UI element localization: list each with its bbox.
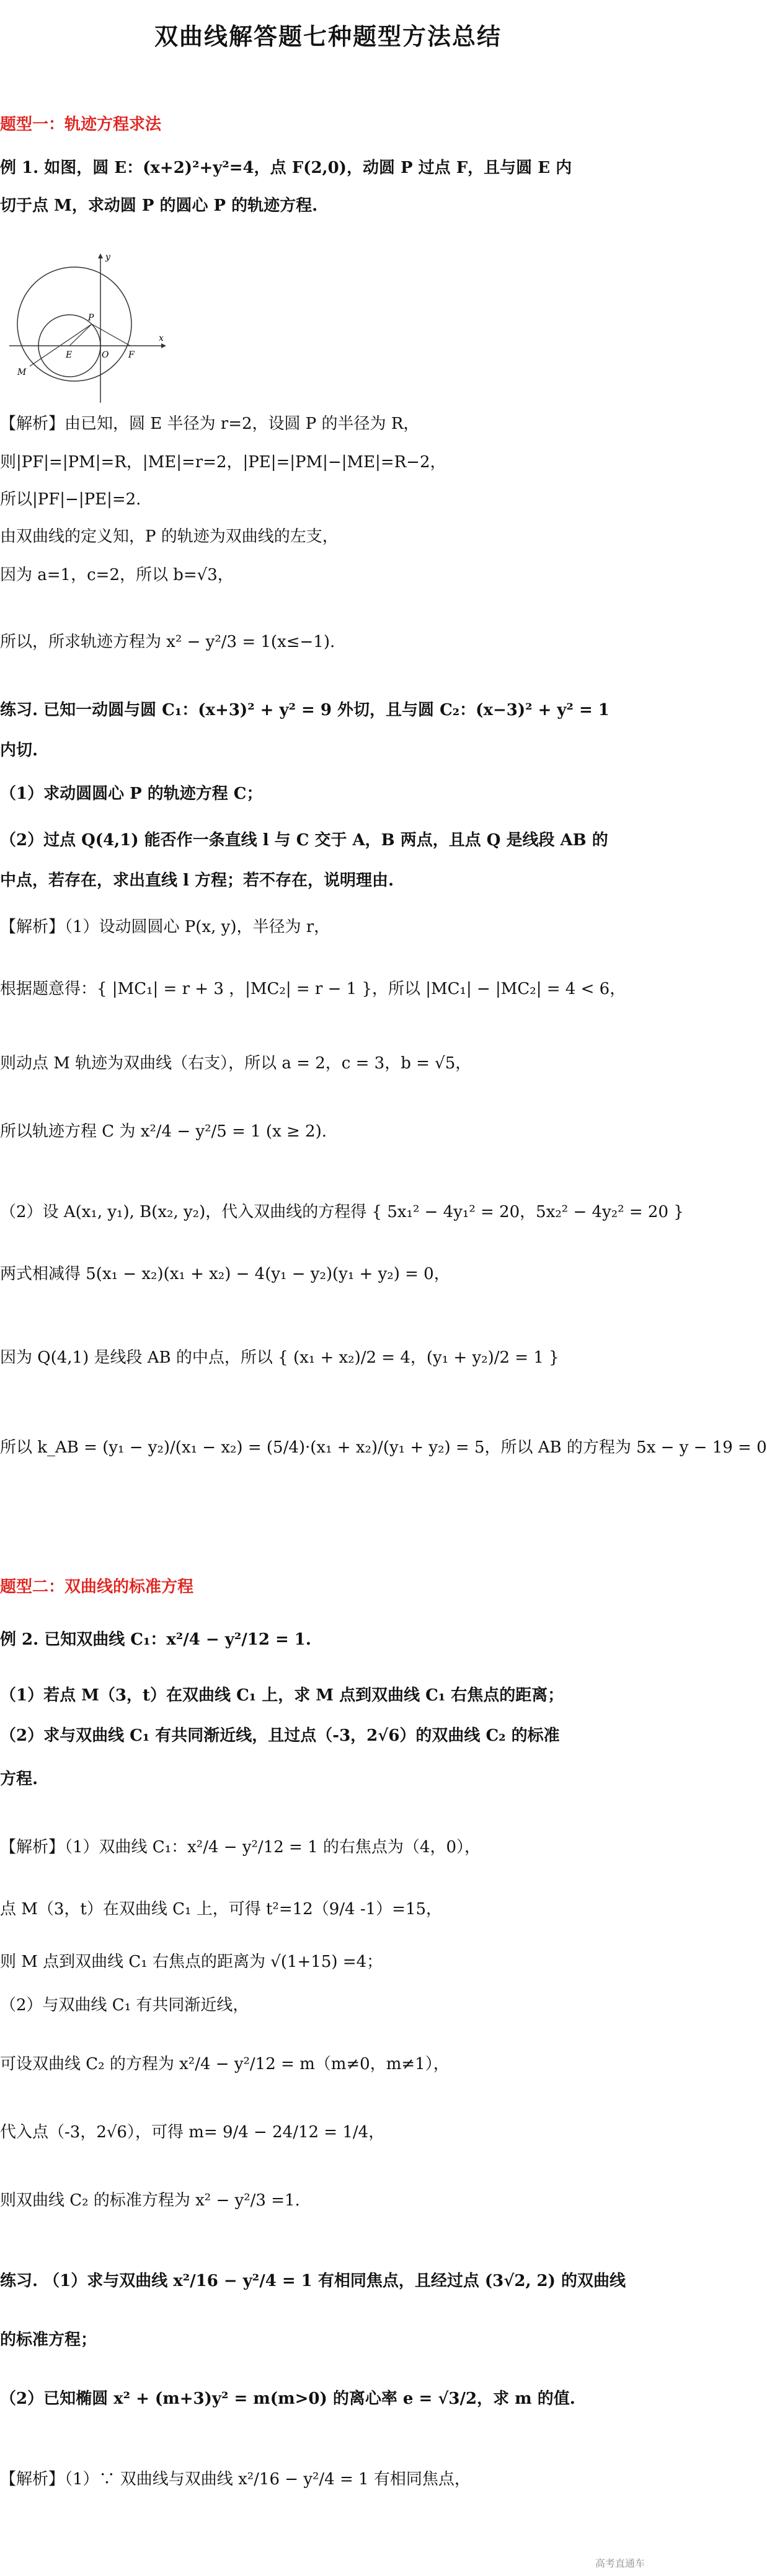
solution-practice-1-line: 所以 k_AB = (y₁ − y₂)/(x₁ − x₂) = (5/4)·(x₁ + x₂)/(y₁ + y₂) = 5，所以 AB 的方程为 5x − y − 19 = 0 [0,1438,767,1457]
axis-label-y: y [105,252,110,262]
solution-2-line: 点 M（3，t）在双曲线 C₁ 上，可得 t²=12（9/4 -1）=15， [0,1900,443,1919]
example-2-line: 例 2. 已知双曲线 C₁：x²/4 − y²/12 = 1. [0,1630,311,1649]
point-label-p: P [88,313,94,323]
practice-1-line: （2）过点 Q(4,1) 能否作一条直线 l 与 C 交于 A，B 两点，且点 Q 是线段 AB 的 [0,831,608,850]
point-label-m: M [17,367,27,377]
watermark-footer: 高考直通车 [595,2557,645,2569]
point-label-o: O [102,350,109,360]
example-2-line: （1）若点 M（3，t）在双曲线 C₁ 上，求 M 点到双曲线 C₁ 右焦点的距离； [0,1686,564,1705]
solution-practice-1-line: 两式相减得 5(x₁ − x₂)(x₁ + x₂) − 4(y₁ − y₂)(y₁ + y₂) = 0， [0,1265,450,1283]
solution-practice-1-line: 根据题意得：{ |MC₁| = r + 3 ，|MC₂| = r − 1 }，所以 |MC₁| − |MC₂| = 4 < 6， [0,980,626,998]
practice-2-line: （2）已知椭圆 x² + (m+3)y² = m(m>0) 的离心率 e = √3/2，求 m 的值. [0,2389,575,2408]
solution-1-line: 由双曲线的定义知，P 的轨迹为双曲线的左支， [0,527,339,546]
solution-practice-2-line: 【解析】（1）∵ 双曲线与双曲线 x²/16 − y²/4 = 1 有相同焦点， [0,2470,471,2489]
solution-practice-1-line: 【解析】（1）设动圆圆心 P(x, y)，半径为 r， [0,918,330,936]
solution-practice-1-line: （2）设 A(x₁, y₁), B(x₂, y₂)，代入双曲线的方程得 { 5x₁² − 4y₁² = 20，5x₂² − 4y₂² = 20 } [0,1203,684,1221]
solution-1-line: 【解析】由已知，圆 E 半径为 r=2，设圆 P 的半径为 R， [0,415,420,433]
example-2-line: （2）求与双曲线 C₁ 有共同渐近线，且过点（-3，2√6）的双曲线 C₂ 的标准 [0,1726,560,1745]
point-label-f: F [128,350,135,360]
section-heading-2: 题型二：双曲线的标准方程 [0,1578,194,1596]
axis-label-x: x [159,333,164,343]
circle-diagram [6,251,167,406]
practice-1-line: （1）求动圆圆心 P 的轨迹方程 C； [0,785,263,803]
solution-2-line: 【解析】（1）双曲线 C₁：x²/4 − y²/12 = 1 的右焦点为（4，0）， [0,1838,481,1857]
solution-2-line: 代入点（-3，2√6），可得 m= 9/4 − 24/12 = 1/4， [0,2123,385,2142]
solution-2-line: 可设双曲线 C₂ 的方程为 x²/4 − y²/12 = m（m≠0，m≠1）， [0,2055,450,2073]
practice-2-line: 练习. （1）求与双曲线 x²/16 − y²/4 = 1 有相同焦点，且经过点 (3√2, 2) 的双曲线 [0,2272,626,2290]
practice-1-line: 内切. [0,741,38,760]
solution-2-line: （2）与双曲线 C₁ 有共同渐近线， [0,1996,249,2015]
practice-1-line: 中点，若存在，求出直线 l 方程；若不存在，说明理由. [0,871,394,890]
example-1-line-2: 切于点 M，求动圆 P 的圆心 P 的轨迹方程. [0,196,318,215]
solution-practice-1-line: 则动点 M 轨迹为双曲线（右支），所以 a = 2，c = 3，b = √5， [0,1054,472,1073]
practice-1-line: 练习. 已知一动圆与圆 C₁：(x+3)² + y² = 9 外切，且与圆 C₂：(x−3)² + y² = 1 [0,701,610,719]
example-1-line-1: 例 1. 如图，圆 E：(x+2)²+y²=4，点 F(2,0)，动圆 P 过点 F，且与圆 E 内 [0,159,572,177]
solution-1-line: 则|PF|=|PM|=R，|ME|=r=2，|PE|=|PM|−|ME|=R−2， [0,453,446,472]
section-heading-1: 题型一：轨迹方程求法 [0,115,162,134]
page-title: 双曲线解答题七种题型方法总结 [154,23,502,50]
solution-practice-1-line: 所以轨迹方程 C 为 x²/4 − y²/5 = 1 (x ≥ 2). [0,1122,327,1141]
solution-1-line: 所以，所求轨迹方程为 x² − y²/3 = 1(x≤−1). [0,633,335,651]
solution-1-line: 所以|PF|−|PE|=2. [0,490,141,509]
solution-2-line: 则 M 点到双曲线 C₁ 右焦点的距离为 √(1+15) =4； [0,1953,383,1971]
solution-practice-1-line: 因为 Q(4,1) 是线段 AB 的中点，所以 { (x₁ + x₂)/2 = 4，(y₁ + y₂)/2 = 1 } [0,1348,559,1367]
example-2-line: 方程. [0,1770,38,1788]
point-label-e: E [66,350,73,360]
solution-1-line: 因为 a=1，c=2，所以 b=√3， [0,566,234,584]
practice-2-line: 的标准方程； [0,2331,97,2349]
solution-2-line: 则双曲线 C₂ 的标准方程为 x² − y²/3 =1. [0,2191,300,2210]
